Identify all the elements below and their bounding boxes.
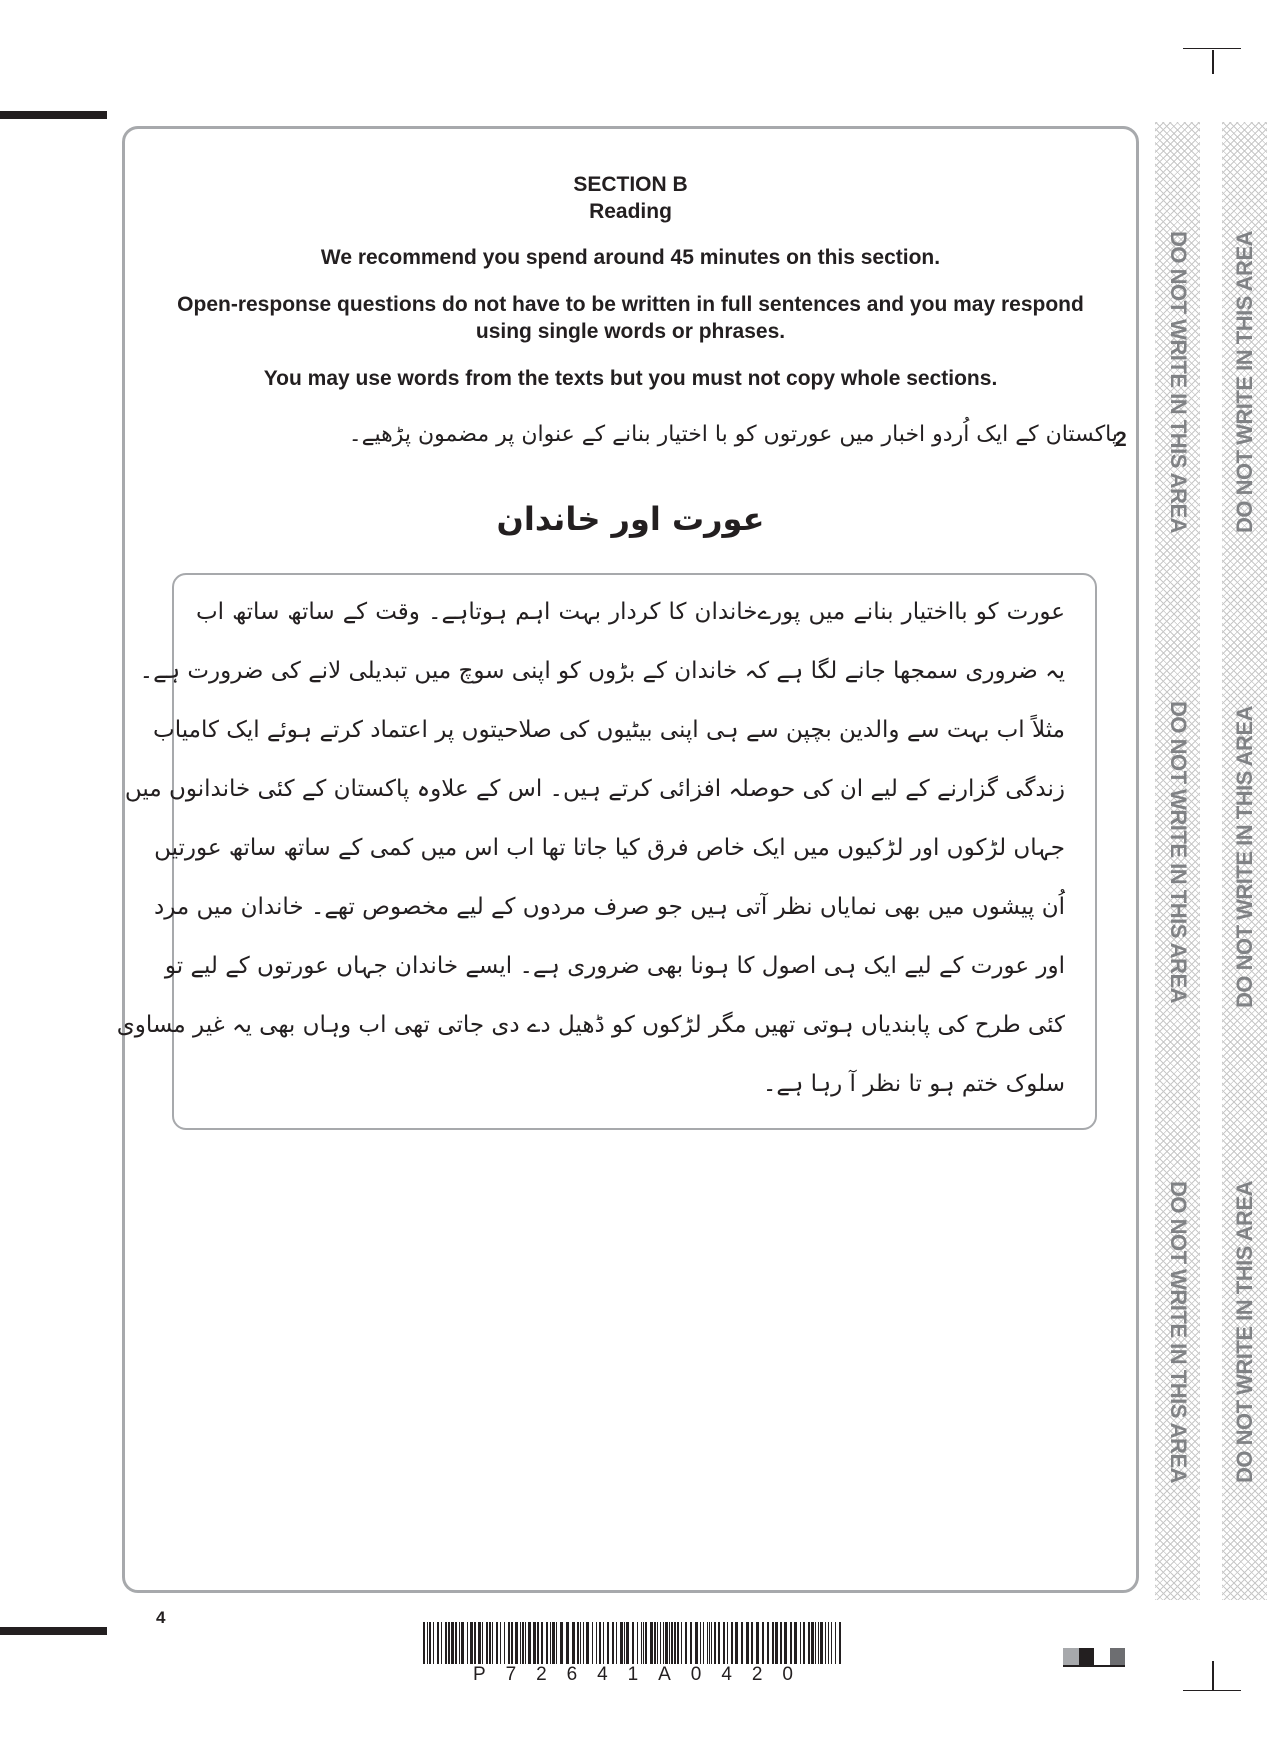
barcode-bar <box>735 1622 738 1664</box>
passage-line: عورت کو بااختیار بنانے میں پورےخاندان کا کردار بہت اہم ہوتاہے۔ وقت کے ساتھ ساتھ اب <box>196 599 1065 625</box>
barcode-bar <box>671 1622 673 1664</box>
barcode-bar <box>690 1622 692 1664</box>
barcode-bar <box>496 1622 498 1664</box>
barcode-bar <box>478 1622 481 1664</box>
barcode-bar <box>828 1622 829 1664</box>
section-heading: SECTION B <box>573 173 688 196</box>
barcode-bar <box>825 1622 826 1664</box>
question-prompt: پاکستان کے ایک اُردو اخبار میں عورتوں کو با اختیار بنانے کے عنوان پر مضمون پڑھیے۔ <box>348 422 1118 447</box>
barcode-bar <box>577 1622 579 1664</box>
passage-line: یہ ضروری سمجھا جانے لگا ہے کہ خاندان کے بڑوں کو اپنی سوچ میں تبدیلی لانے کی ضرورت ہے۔ <box>139 658 1065 684</box>
barcode-bar <box>643 1622 644 1664</box>
instruction-copying: You may use words from the texts but you must not copy whole sections. <box>263 367 998 390</box>
barcode-bar <box>522 1622 524 1664</box>
passage-line: کئی طرح کی پابندیاں ہوتی تھیں مگر لڑکوں کو ڈھیل دے دی جاتی تھی اب وہاں بھی یہ غیر مساوی <box>116 1012 1065 1038</box>
colour-bar <box>1079 1648 1095 1665</box>
barcode-bar <box>445 1622 447 1664</box>
barcode-char: A <box>658 1664 671 1685</box>
barcode-bar <box>580 1622 581 1664</box>
barcode-bar <box>650 1622 653 1664</box>
barcode <box>423 1622 843 1664</box>
barcode-bar <box>831 1622 832 1664</box>
barcode-bar <box>596 1622 597 1664</box>
barcode-bar <box>641 1622 642 1664</box>
barcode-char: 7 <box>505 1664 517 1685</box>
passage-line: اُن پیشوں میں بھی نمایاں نظر آتی ہیں جو صرف مردوں کے لیے مخصوص تھے۔ خاندان میں مرد <box>153 894 1065 920</box>
barcode-bar <box>695 1622 698 1664</box>
barcode-bar <box>482 1622 483 1664</box>
barcode-bar <box>537 1622 539 1664</box>
barcode-bar <box>566 1622 569 1664</box>
barcode-bar <box>808 1622 810 1664</box>
instruction-open-response-1: Open-response questions do not have to be written in full sentences and you may respond <box>177 293 1084 316</box>
barcode-bar <box>508 1622 510 1664</box>
barcode-bar <box>820 1622 823 1664</box>
no-write-label: DO NOT WRITE IN THIS AREA <box>1165 230 1191 534</box>
barcode-bar <box>727 1622 728 1664</box>
no-write-label: DO NOT WRITE IN THIS AREA <box>1165 1180 1191 1484</box>
passage-line: زندگی گزارنے کے لیے ان کی حوصلہ افزائی کرتے ہیں۔ اس کے علاوہ پاکستان کے کئی خاندانوں میں <box>124 776 1065 802</box>
barcode-bar <box>835 1622 836 1664</box>
barcode-bar <box>489 1622 491 1664</box>
barcode-bar <box>707 1622 708 1664</box>
barcode-bar <box>784 1622 787 1664</box>
barcode-bar <box>550 1622 551 1664</box>
barcode-bar <box>811 1622 814 1664</box>
barcode-bar <box>751 1622 753 1664</box>
crop-mark-bottom-v <box>1212 1661 1214 1691</box>
barcode-bar <box>772 1622 774 1664</box>
barcode-bar <box>723 1622 725 1664</box>
barcode-bar <box>803 1622 805 1664</box>
barcode-bar <box>486 1622 488 1664</box>
barcode-bar <box>645 1622 647 1664</box>
barcode-bar <box>714 1622 716 1664</box>
passage-line: مثلاً اب بہت سے والدین بچپن سے ہی اپنی بیٹیوں کی صلاحیتوں پر اعتماد کرتے ہوئے ایک کامیاب <box>153 717 1065 743</box>
barcode-bar <box>572 1622 575 1664</box>
barcode-bar <box>620 1622 623 1664</box>
barcode-bar <box>504 1622 505 1664</box>
barcode-bar <box>546 1622 548 1664</box>
barcode-bar <box>711 1622 712 1664</box>
colour-bars <box>1063 1648 1125 1667</box>
registration-bar-top-left <box>0 111 107 119</box>
barcode-char: 0 <box>782 1664 793 1685</box>
barcode-bar <box>839 1622 841 1664</box>
barcode-bar <box>746 1622 749 1664</box>
barcode-bar <box>451 1622 454 1664</box>
barcode-bar <box>515 1622 518 1664</box>
barcode-bar <box>474 1622 476 1664</box>
barcode-text <box>423 1664 843 1686</box>
barcode-bar <box>560 1622 563 1664</box>
barcode-bar <box>441 1622 442 1664</box>
barcode-bar <box>660 1622 661 1664</box>
barcode-char: 2 <box>751 1664 763 1685</box>
barcode-bar <box>433 1622 434 1664</box>
barcode-bar <box>800 1622 801 1664</box>
section-subtitle: Reading <box>589 200 672 223</box>
barcode-bar <box>624 1622 625 1664</box>
barcode-bar <box>718 1622 720 1664</box>
barcode-char: 6 <box>566 1664 578 1685</box>
barcode-bar <box>794 1622 797 1664</box>
colour-bar <box>1094 1648 1110 1665</box>
crop-mark-top-v <box>1212 50 1214 74</box>
barcode-bar <box>437 1622 439 1664</box>
barcode-bar <box>632 1622 634 1664</box>
barcode-bar <box>775 1622 778 1664</box>
colour-bar <box>1063 1648 1079 1665</box>
barcode-bar <box>780 1622 782 1664</box>
barcode-bar <box>700 1622 701 1664</box>
barcode-bar <box>762 1622 764 1664</box>
barcode-bar <box>663 1622 664 1664</box>
registration-bar-bottom-left <box>0 1627 107 1635</box>
barcode-bar <box>637 1622 638 1664</box>
barcode-bar <box>626 1622 629 1664</box>
barcode-bar <box>607 1622 609 1664</box>
barcode-bar <box>455 1622 457 1664</box>
barcode-bar <box>583 1622 584 1664</box>
no-write-label: DO NOT WRITE IN THIS AREA <box>1165 700 1191 1004</box>
crop-mark-top-h <box>1183 48 1241 49</box>
barcode-bar <box>703 1622 704 1664</box>
barcode-bar <box>790 1622 792 1664</box>
barcode-char: 1 <box>627 1664 639 1685</box>
barcode-bar <box>654 1622 656 1664</box>
barcode-bar <box>525 1622 526 1664</box>
barcode-char: 0 <box>690 1664 702 1685</box>
instruction-open-response-2: using single words or phrases. <box>475 320 786 343</box>
barcode-bar <box>815 1622 816 1664</box>
barcode-bar <box>541 1622 543 1664</box>
barcode-bar <box>423 1622 425 1664</box>
barcode-bar <box>461 1622 464 1664</box>
reading-passage <box>116 573 1097 1130</box>
barcode-bar <box>731 1622 733 1664</box>
barcode-bar <box>674 1622 676 1664</box>
barcode-bar <box>612 1622 614 1664</box>
no-write-label: DO NOT WRITE IN THIS AREA <box>1231 1180 1257 1484</box>
no-write-label: DO NOT WRITE IN THIS AREA <box>1231 230 1257 534</box>
barcode-bar <box>616 1622 617 1664</box>
barcode-bar <box>500 1622 501 1664</box>
crop-mark-bottom-h <box>1183 1690 1241 1691</box>
no-write-margin-outer <box>1222 122 1267 1600</box>
barcode-bar <box>492 1622 493 1664</box>
barcode-bar <box>520 1622 521 1664</box>
passage-line: اور عورت کے لیے ایک ہی اصول کا ہونا بھی ضروری ہے۔ ایسے خاندان جہاں عورتوں کے لیے تو <box>164 953 1065 979</box>
barcode-bar <box>533 1622 536 1664</box>
barcode-bar <box>511 1622 513 1664</box>
no-write-margin-inner <box>1155 122 1200 1600</box>
barcode-char: 4 <box>597 1664 608 1685</box>
passage-line: جہاں لڑکوں اور لڑکیوں میں ایک خاص فرق کیا جاتا تھا اب اس میں کمی کے ساتھ ساتھ عورتیں <box>154 835 1065 861</box>
barcode-bar <box>552 1622 555 1664</box>
barcode-bar <box>709 1622 710 1664</box>
no-write-label: DO NOT WRITE IN THIS AREA <box>1231 705 1257 1009</box>
barcode-bar <box>741 1622 743 1664</box>
barcode-bar <box>767 1622 769 1664</box>
barcode-bar <box>685 1622 687 1664</box>
barcode-bar <box>429 1622 431 1664</box>
barcode-bar <box>586 1622 589 1664</box>
barcode-bar <box>818 1622 819 1664</box>
barcode-char: 2 <box>536 1664 547 1685</box>
barcode-bar <box>470 1622 473 1664</box>
barcode-bar <box>556 1622 557 1664</box>
barcode-bar <box>677 1622 679 1664</box>
colour-bar <box>1110 1648 1126 1665</box>
barcode-bar <box>592 1622 593 1664</box>
barcode-bar <box>756 1622 759 1664</box>
passage-line: سلوک ختم ہو تا نظر آ رہا ہے۔ <box>762 1071 1065 1097</box>
barcode-bar <box>448 1622 450 1664</box>
question-number: 2 <box>1115 428 1127 451</box>
barcode-bar <box>669 1622 670 1664</box>
barcode-bar <box>528 1622 531 1664</box>
barcode-bar <box>599 1622 601 1664</box>
barcode-char: P <box>472 1664 486 1685</box>
barcode-char: 4 <box>721 1664 732 1685</box>
instruction-time: We recommend you spend around 45 minutes on this section. <box>320 246 941 269</box>
barcode-bar <box>657 1622 658 1664</box>
page-number: 4 <box>156 1608 166 1627</box>
barcode-bar <box>603 1622 604 1664</box>
barcode-bar <box>459 1622 460 1664</box>
barcode-bar <box>665 1622 668 1664</box>
passage-title: عورت اور خاندان <box>496 500 765 538</box>
barcode-bar <box>467 1622 468 1664</box>
barcode-bar <box>681 1622 682 1664</box>
barcode-bar <box>427 1622 428 1664</box>
